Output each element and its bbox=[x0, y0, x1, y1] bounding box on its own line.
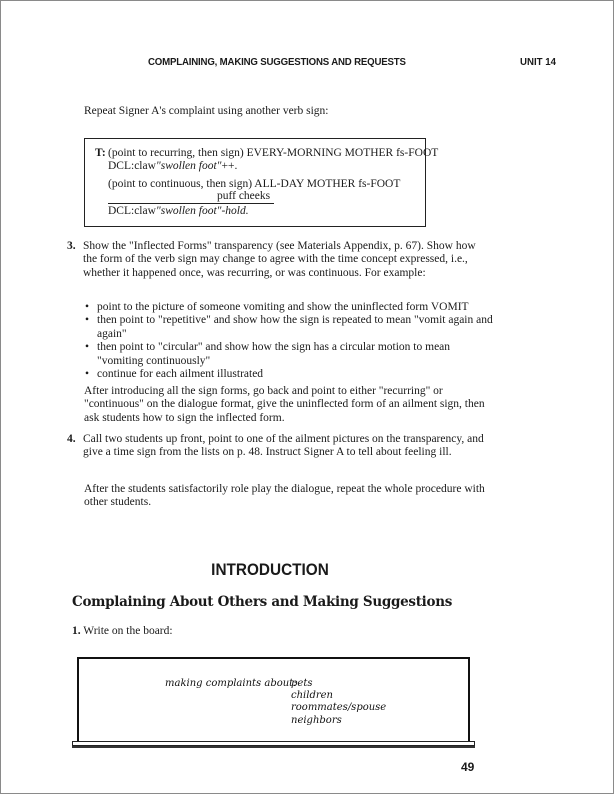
step-4 bbox=[67, 433, 487, 460]
board-list bbox=[291, 678, 386, 727]
teacher-line-2-italic: "swollen foot" bbox=[155, 160, 222, 172]
board-item: pets bbox=[291, 678, 313, 689]
intro-instruction: Repeat Signer A's complaint using another verb sign: bbox=[84, 105, 329, 117]
bullet-icon: • bbox=[85, 368, 90, 381]
teacher-line-5 bbox=[108, 205, 249, 218]
step-3 bbox=[67, 240, 487, 280]
teacher-dialogue-box bbox=[84, 138, 439, 227]
running-header-unit: UNIT 14 bbox=[520, 56, 556, 68]
step-3-number: 3. bbox=[67, 240, 76, 252]
bullet-text: point to the picture of someone vomiting and show the uninflected form VOMIT bbox=[97, 301, 469, 313]
bullet-item bbox=[84, 368, 494, 381]
bullet-item bbox=[84, 301, 494, 314]
subsection-heading: Complaining About Others and Making Suggestions bbox=[72, 594, 453, 610]
teacher-label: T: bbox=[95, 147, 106, 159]
teacher-line-1: (point to recurring, then sign) EVERY-MORNING MOTHER fs-FOOT bbox=[108, 147, 439, 159]
teacher-line-5-prefix: DCL:claw bbox=[108, 205, 156, 217]
step-4-followup: After the students satisfactorily role play the dialogue, repeat the whole procedure with other students. bbox=[84, 483, 485, 509]
step-1-number: 1. bbox=[72, 625, 81, 637]
teacher-line-2-suffix: ++. bbox=[221, 160, 238, 172]
step-3-text: Show the "Inflected Forms" transparency (see Materials Appendix, p. 67). Show how the form of the verb sign may change to agree with the time concept expressed, i.e., whether it happened once, was recurring, or was continuous. For example: bbox=[83, 240, 476, 279]
bullet-icon: • bbox=[85, 341, 90, 354]
step-3-bullet-list bbox=[84, 301, 494, 381]
chalkboard bbox=[77, 657, 470, 743]
non-manual-marker-line bbox=[108, 203, 274, 204]
section-heading: INTRODUCTION bbox=[211, 561, 329, 579]
teacher-line-2-prefix: DCL:claw bbox=[108, 160, 156, 172]
bullet-text: continue for each ailment illustrated bbox=[97, 368, 264, 381]
teacher-line-3: (point to continuous, then sign) ALL-DAY MOTHER fs-FOOT bbox=[108, 178, 401, 190]
bullet-icon: • bbox=[85, 301, 90, 313]
board-item: neighbors bbox=[291, 714, 342, 726]
board-item: children bbox=[291, 690, 333, 702]
step-1-text: Write on the board: bbox=[83, 625, 173, 637]
non-manual-marker: puff cheeks bbox=[217, 190, 271, 202]
bullet-item bbox=[84, 314, 494, 341]
teacher-line-5-italic: "swollen foot"-hold. bbox=[155, 205, 249, 217]
step-1 bbox=[72, 625, 173, 638]
bullet-text: then point to "circular" and show how the sign has a circular motion to mean "vomiting continuously" bbox=[97, 341, 451, 367]
step-3-followup: After introducing all the sign forms, go back and point to either "recurring" or "continuous" on the dialogue format, give the uninflected form of an ailment sign, then ask students how to sign the inflected form. bbox=[84, 385, 485, 424]
bullet-icon: • bbox=[85, 314, 90, 327]
running-header-title: COMPLAINING, MAKING SUGGESTIONS AND REQUESTS bbox=[148, 56, 406, 68]
step-4-text: Call two students up front, point to one of the ailment pictures on the transparency, and give a time sign from the lists on p. 48. Instruct Signer A to tell about feeling ill. bbox=[83, 433, 484, 459]
board-label: making complaints about: bbox=[165, 678, 297, 689]
step-4-number: 4. bbox=[67, 433, 76, 445]
board-item: roommates/spouse bbox=[291, 702, 387, 714]
bullet-item bbox=[84, 341, 494, 368]
bullet-text: then point to "repetitive" and show how the sign is repeated to mean "vomit again and again" bbox=[97, 314, 493, 340]
page-number: 49 bbox=[461, 760, 475, 774]
teacher-line-2 bbox=[108, 160, 237, 173]
chalkboard-ledge-shadow bbox=[72, 746, 475, 748]
